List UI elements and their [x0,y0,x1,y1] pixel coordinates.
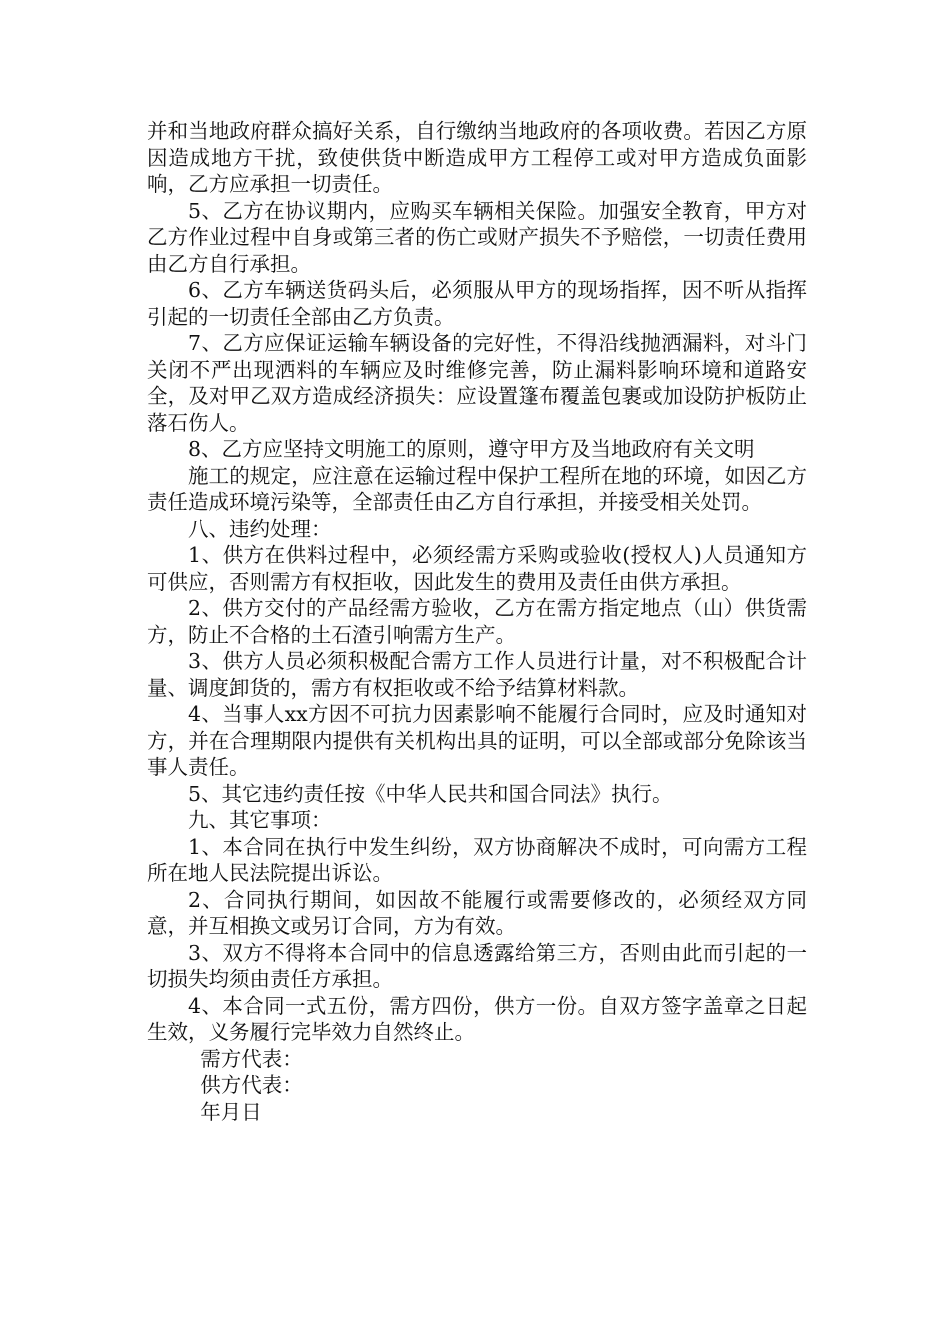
demand-representative-label: 需方代表： [200,1046,303,1071]
document-page [147,118,807,1125]
date-label: 年月日 [200,1099,262,1124]
paragraph-construction-rules: 施工的规定，应注意在运输过程中保护工程所在地的环境，如因乙方责任造成环境污染等，全部责任由乙方自行承担，并接受相关处罚。 [147,463,807,514]
paragraph-clause-7-vehicle-condition: 7、乙方应保证运输车辆设备的完好性，不得沿线抛洒漏料，对斗门关闭不严出现洒料的车辆应及时维修完善，防止漏料影响环境和道路安全，及对甲乙双方造成经济损失：应设置篷布覆盖包裹或加设防护板防止落石伤人。 [147,331,807,435]
paragraph-breach-2: 2、供方交付的产品经需方验收，乙方在需方指定地点（山）供货需方，防止不合格的土石渣引响需方生产。 [147,596,807,647]
paragraph-breach-1: 1、供方在供料过程中，必须经需方采购或验收(授权人)人员通知方可供应，否则需方有权拒收，因此发生的费用及责任由供方承担。 [147,543,807,594]
paragraph-other-3: 3、双方不得将本合同中的信息透露给第三方，否则由此而引起的一切损失均须由责任方承担。 [147,940,807,991]
paragraph-other-1: 1、本合同在执行中发生纠纷，双方协商解决不成时，可向需方工程所在地人民法院提出诉讼。 [147,834,807,885]
paragraph-breach-4: 4、当事人xx方因不可抗力因素影响不能履行合同时，应及时通知对方，并在合理期限内提供有关机构出具的证明，可以全部或部分免除该当事人责任。 [147,702,807,779]
paragraph-breach-3: 3、供方人员必须积极配合需方工作人员进行计量，对不积极配合计量、调度卸货的，需方有权拒收或不给予结算材料款。 [147,649,807,700]
paragraph-community-relations: 并和当地政府群众搞好关系，自行缴纳当地政府的各项收费。若因乙方原因造成地方干扰，致使供货中断造成甲方工程停工或对甲方造成负面影响，乙方应承担一切责任。 [147,119,807,196]
paragraph-breach-5: 5、其它违约责任按《中华人民共和国合同法》执行。 [188,781,673,806]
paragraph-clause-6-site-command: 6、乙方车辆送货码头后，必须服从甲方的现场指挥，因不听从指挥引起的一切责任全部由乙方负责。 [147,278,807,329]
section-heading-breach-handling: 八、违约处理： [188,516,332,541]
supply-representative-label: 供方代表： [200,1073,303,1097]
paragraph-other-2: 2、合同执行期间，如因故不能履行或需要修改的，必须经双方同意，并互相换文或另订合同，方为有效。 [147,887,807,938]
section-heading-other-matters: 九、其它事项： [188,808,332,832]
paragraph-clause-5-insurance: 5、乙方在协议期内，应购买车辆相关保险。加强安全教育，甲方对乙方作业过程中自身或第三者的伤亡或财产损失不予赔偿，一切责任费用由乙方自行承担。 [147,198,807,276]
paragraph-other-4: 4、本合同一式五份，需方四份，供方一份。自双方签字盖章之日起生效，义务履行完毕效力自然终止。 [147,993,807,1044]
paragraph-clause-8-civilized-construction: 8、乙方应坚持文明施工的原则，遵守甲方及当地政府有关文明 [188,437,755,461]
